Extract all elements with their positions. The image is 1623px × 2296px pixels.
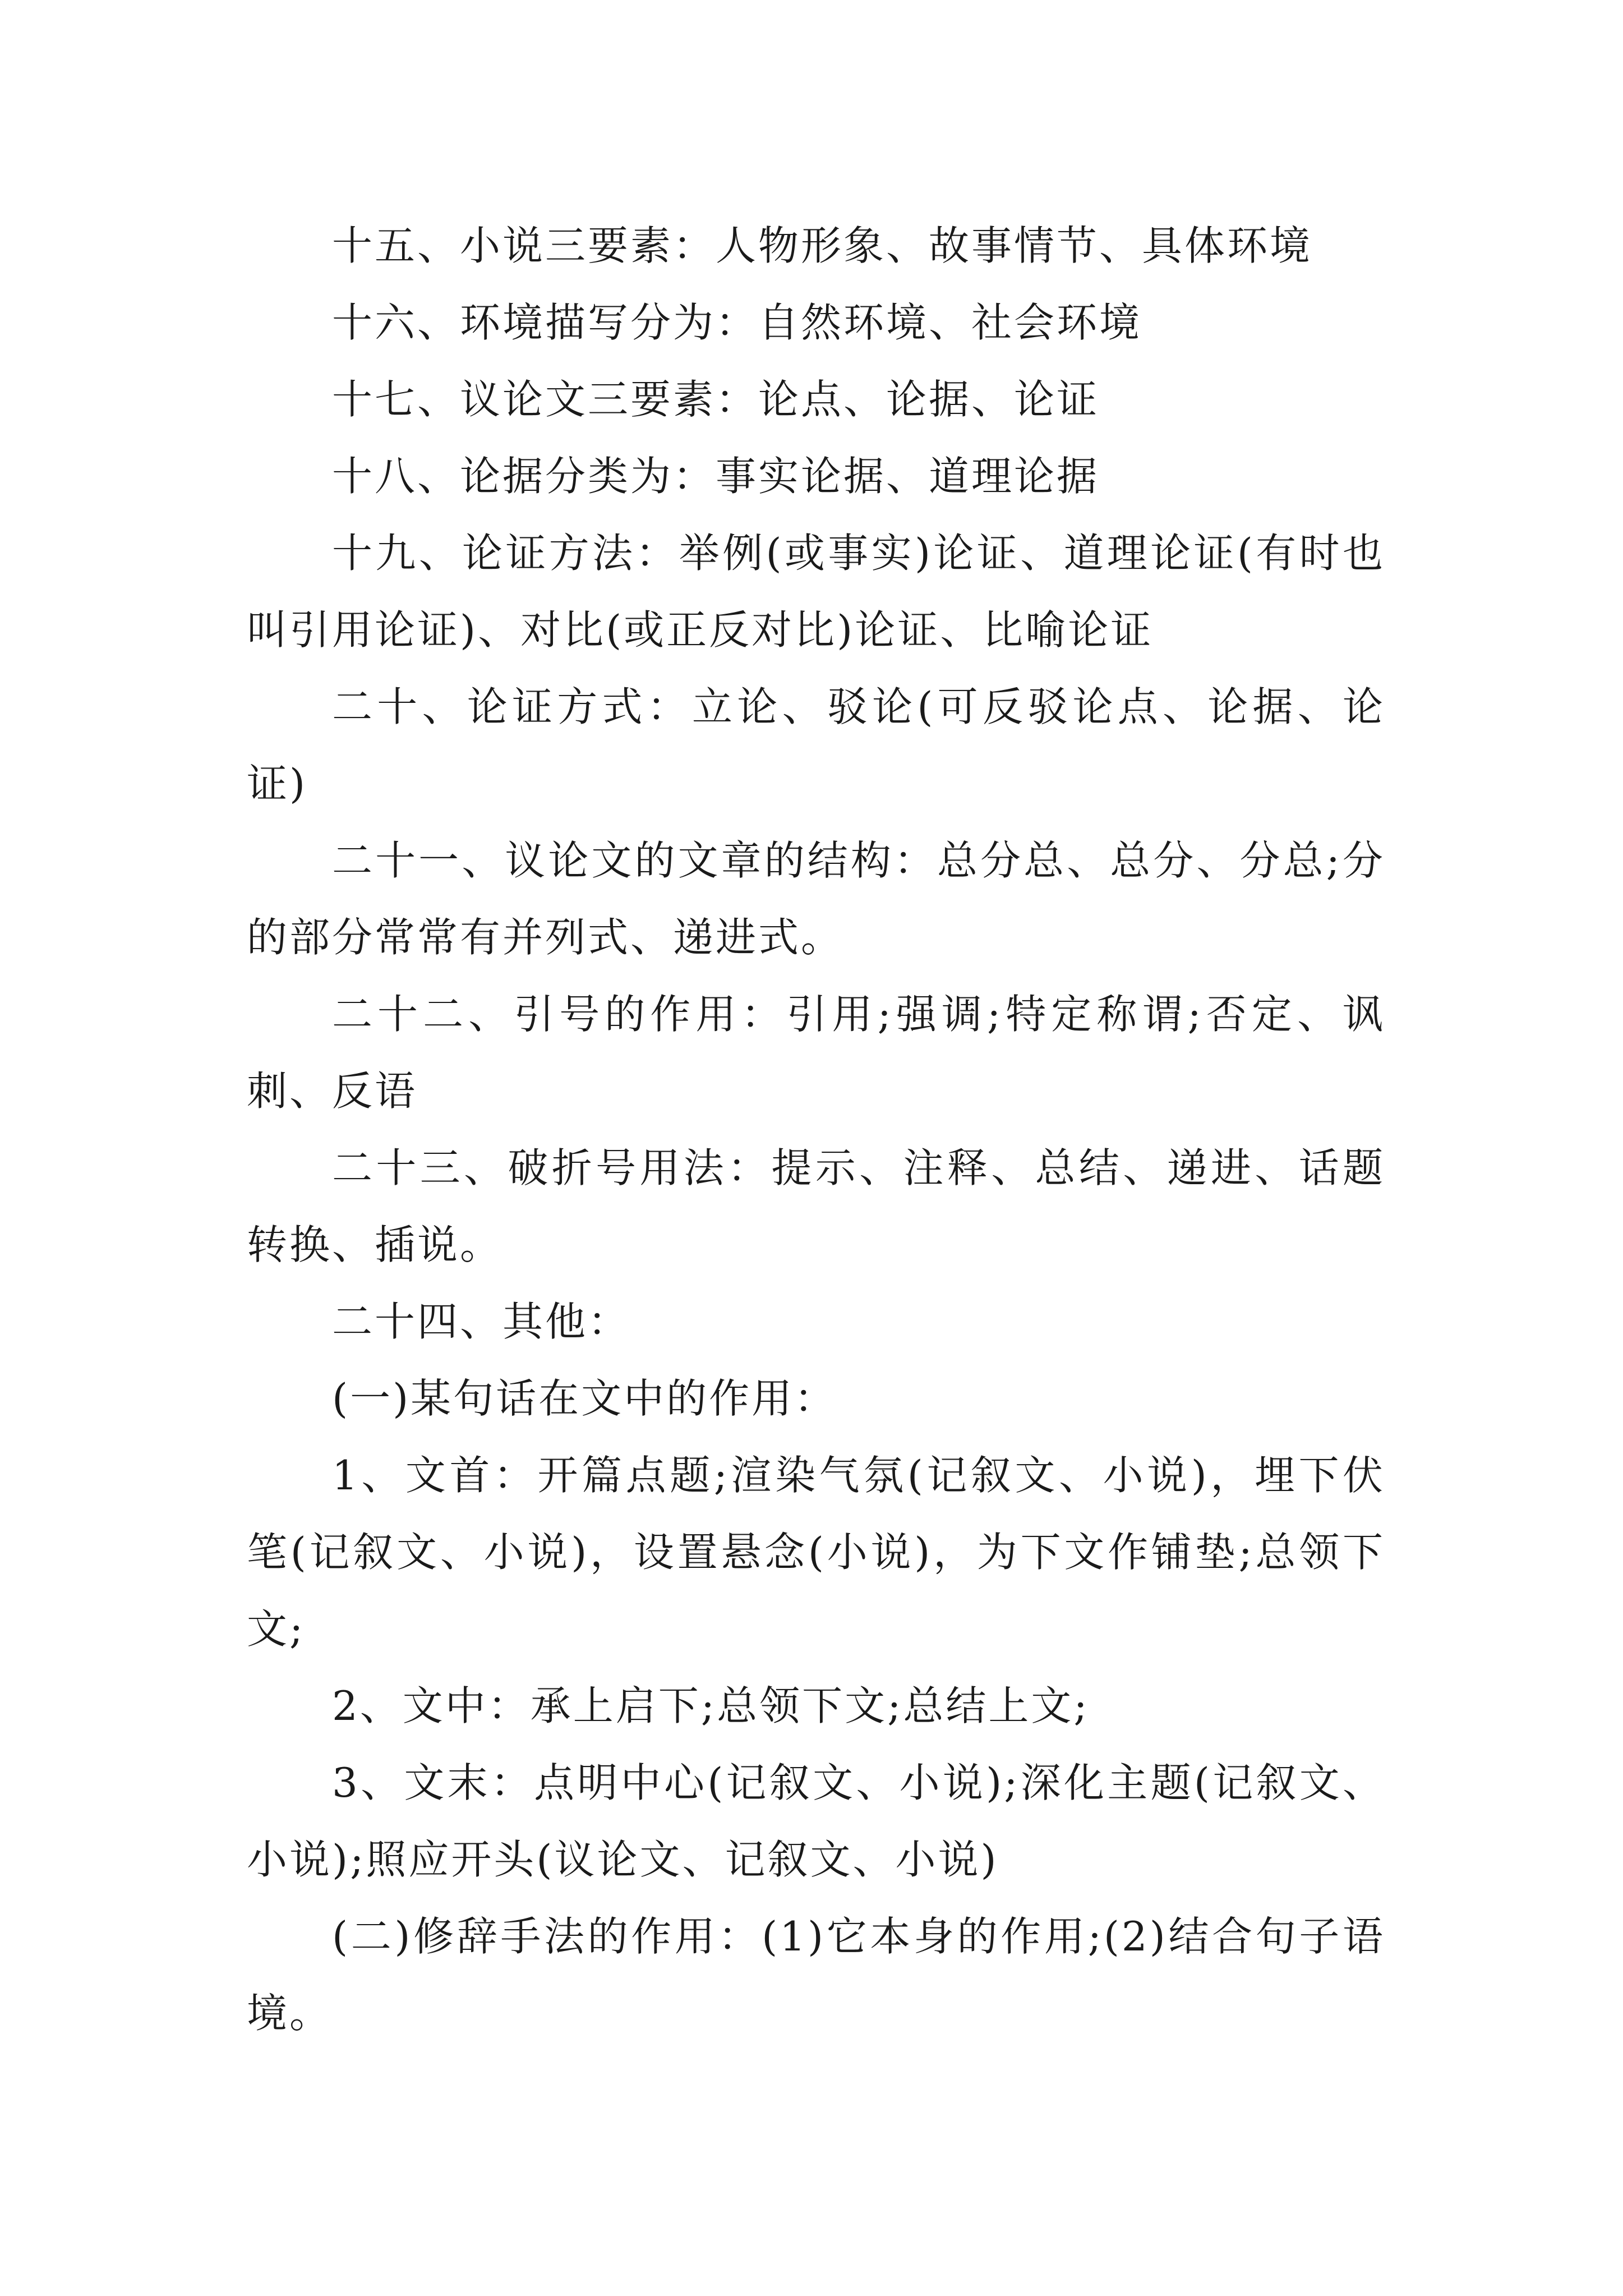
paragraph-15-novel-elements: 十五、小说三要素：人物形象、故事情节、具体环境 (332, 222, 1313, 269)
document-body (247, 208, 1385, 2052)
paragraph-sentence-role: (一)某句话在文中的作用： (332, 1375, 837, 1422)
paragraph-24-others: 二十四、其他： (332, 1298, 631, 1345)
paragraph-16-environment: 十六、环境描写分为：自然环境、社会环境 (332, 299, 1142, 346)
paragraph-17-argument-elements: 十七、议论文三要素：论点、论据、论证 (332, 376, 1100, 423)
paragraph-21-structure: 二十一、议论文的文章的结构：总分总、总分、分总;分的部分常常有并列式、递进式。 (247, 837, 1385, 961)
paragraph-23-dash-usage: 二十三、破折号用法：提示、注释、总结、递进、话题转换、插说。 (247, 1144, 1385, 1268)
paragraph-20-argument-modes: 二十、论证方式：立论、驳论(可反驳论点、论据、论证) (247, 683, 1385, 807)
paragraph-end: 3、文末：点明中心(记叙文、小说);深化主题(记叙文、小说);照应开头(议论文、记叙文、小说) (247, 1759, 1385, 1883)
paragraph-18-evidence-types: 十八、论据分类为：事实论据、道理论据 (332, 453, 1100, 500)
paragraph-rhetoric: (二)修辞手法的作用：(1)它本身的作用;(2)结合句子语境。 (247, 1913, 1385, 2037)
paragraph-19-argument-methods: 十九、论证方法：举例(或事实)论证、道理论证(有时也叫引用论证)、对比(或正反对比)论证、比喻论证 (247, 530, 1385, 654)
paragraph-22-quotation-marks: 二十二、引号的作用：引用;强调;特定称谓;否定、讽刺、反语 (247, 991, 1385, 1115)
paragraph-beginning: 1、文首：开篇点题;渲染气氛(记叙文、小说)，埋下伏笔(记叙文、小说)，设置悬念(小说)，为下文作铺垫;总领下文; (247, 1452, 1385, 1653)
paragraph-middle: 2、文中：承上启下;总领下文;总结上文; (332, 1682, 1090, 1729)
